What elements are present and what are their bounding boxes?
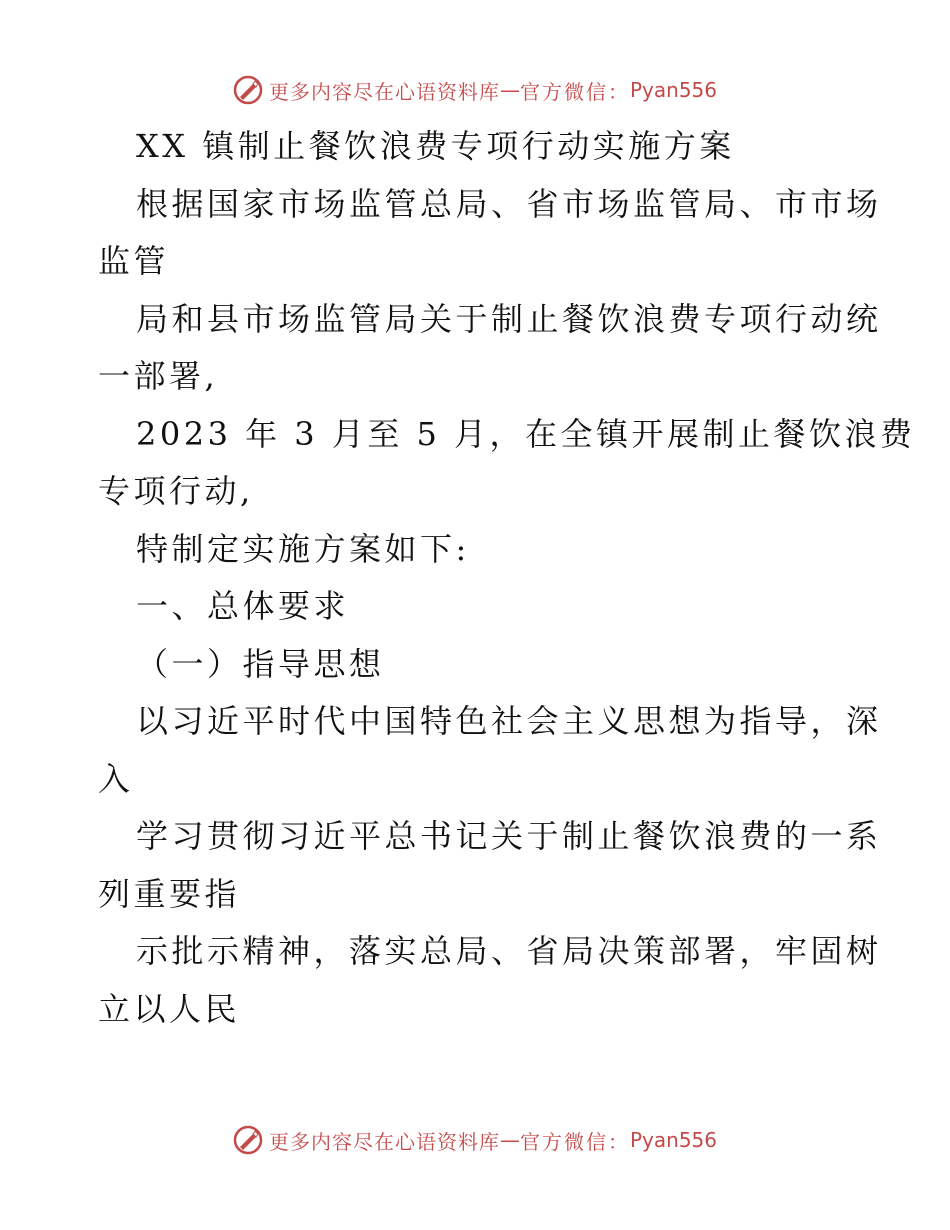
paragraph-continuation: 一部署, (98, 357, 219, 395)
title-text: XX 镇制止餐饮浪费专项行动实施方案 (136, 127, 735, 165)
header-watermark (0, 70, 950, 110)
section-heading-text: 一、总体要求 (136, 587, 350, 625)
paragraph-continuation: 列重要指 (98, 874, 241, 913)
paragraph-continuation: 专项行动, (98, 472, 254, 510)
document-title (98, 118, 858, 176)
paragraph-continuation: 入 (98, 759, 134, 798)
footer-watermark (0, 1120, 950, 1160)
watermark-id: Pyan556 (629, 78, 717, 102)
paragraph-continuation: 监管 (98, 242, 170, 280)
section-heading (98, 578, 858, 636)
paragraph-line: 特制定实施方案如下: (136, 529, 470, 568)
watermark-separator: — (499, 1128, 520, 1152)
watermark-label: 官方微信： (519, 1129, 630, 1154)
paragraph (98, 923, 882, 1038)
subsection-heading (98, 636, 858, 694)
watermark-separator: — (499, 78, 520, 102)
paragraph (98, 693, 882, 808)
paragraph-line: 局和县市场监管局关于制止餐饮浪费专项行动统 (136, 299, 882, 338)
paragraph (98, 808, 882, 923)
watermark-text: 更多内容尽在心语资料库 (268, 1129, 500, 1154)
subsection-heading-text: （一）指导思想 (136, 644, 385, 683)
paragraph (98, 291, 882, 406)
pen-logo-icon (233, 75, 263, 105)
paragraph-line: 根据国家市场监管总局、省市场监管局、市市场 (136, 184, 882, 223)
paragraph (98, 521, 858, 579)
paragraph-line: 学习贯彻习近平总书记关于制止餐饮浪费的一系 (136, 817, 882, 855)
watermark-label: 官方微信： (519, 79, 630, 104)
paragraph (98, 406, 916, 521)
pen-logo-icon (233, 1125, 263, 1155)
paragraph-continuation: 立以人民 (98, 989, 241, 1028)
paragraph-line: 以习近平时代中国特色社会主义思想为指导，深 (136, 702, 882, 740)
document-body (98, 118, 916, 1038)
paragraph (98, 176, 882, 291)
watermark-id: Pyan556 (629, 1128, 717, 1152)
paragraph-line: 2023 年 3 月至 5 月，在全镇开展制止餐饮浪费 (136, 414, 916, 453)
watermark-text: 更多内容尽在心语资料库 (268, 79, 500, 104)
paragraph-line: 示批示精神，落实总局、省局决策部署，牢固树 (136, 932, 882, 970)
